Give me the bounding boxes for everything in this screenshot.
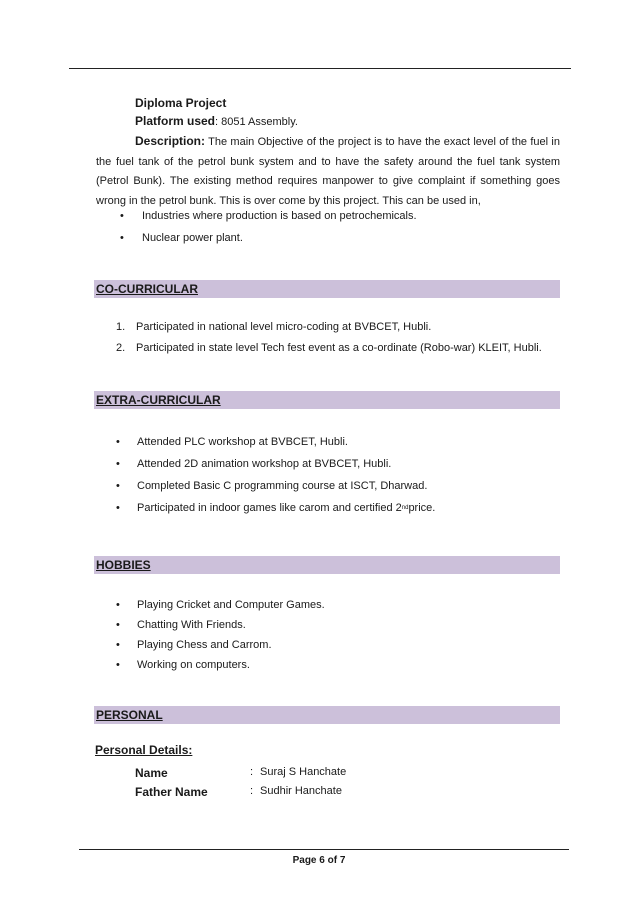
section-personal-heading: PERSONAL [94,706,560,724]
platform-line [135,114,298,128]
bullet-icon: • [116,480,120,492]
page-number: Page 6 of 7 [292,855,346,866]
list-item: • Attended PLC workshop at BVBCET, Hubli. [116,436,348,448]
bullet-icon: • [116,458,120,470]
project-title: Diploma Project [135,96,227,110]
section-extra-curricular-heading: EXTRA-CURRICULAR [94,391,560,409]
bullet-icon: • [116,599,120,611]
description-label: Description: [135,134,206,148]
personal-detail-row: Name : Suraj S Hanchate [135,766,347,780]
footer-rule [79,849,569,850]
bullet-icon: • [120,210,124,222]
list-item: • Chatting With Friends. [116,619,246,631]
header-rule [69,68,571,69]
list-item: • Playing Chess and Carrom. [116,639,272,651]
bullet-icon: • [120,232,124,244]
bullet-icon: • [116,436,120,448]
bullet-icon: • [116,502,120,514]
detail-value: Suraj S Hanchate [260,766,347,778]
list-item: • Playing Cricket and Computer Games. [116,599,325,611]
list-item: • Nuclear power plant. [120,232,243,244]
project-description [96,132,560,211]
list-item: 2. Participated in state level Tech fest event as a co-ordinate (Robo-war) KLEIT, Hubli. [116,341,542,354]
description-text: The main Objective of the project is to have the exact level of the fuel in the fuel tank of the petrol bunk system and to have the safety around the fuel tank system (Petrol Bunk). The existing method requires manpower to give complaint if something goes wrong in the petrol bunk. This is over come by this project. This can be used in, [96,136,560,207]
extra-curricular-list [116,431,435,519]
list-item: 1. Participated in national level micro-coding at BVBCET, Hubli. [116,320,432,333]
bullet-icon: • [116,659,120,671]
list-item: • Industries where production is based on petrochemicals. [120,210,417,222]
detail-value: Sudhir Hanchate [260,785,342,797]
hobbies-list [116,595,325,675]
list-item: • Participated in indoor games like carom and certified 2 nd price. [116,502,436,514]
platform-value: : 8051 Assembly. [215,116,298,128]
platform-label: Platform used [135,114,216,128]
section-hobbies-heading: HOBBIES [94,556,560,574]
personal-details-title: Personal Details: [95,743,193,757]
bullet-icon: • [116,639,120,651]
section-co-curricular-heading: CO-CURRICULAR [94,280,560,298]
list-item: • Working on computers. [116,659,250,671]
list-item: • Attended 2D animation workshop at BVBCET, Hubli. [116,458,392,470]
personal-detail-row: Father Name : Sudhir Hanchate [135,785,342,799]
detail-key: Father Name [135,785,208,799]
detail-key: Name [135,766,168,780]
project-uses-list [120,205,417,249]
list-item: • Completed Basic C programming course at ISCT, Dharwad. [116,480,428,492]
co-curricular-list [116,316,542,358]
bullet-icon: • [116,619,120,631]
